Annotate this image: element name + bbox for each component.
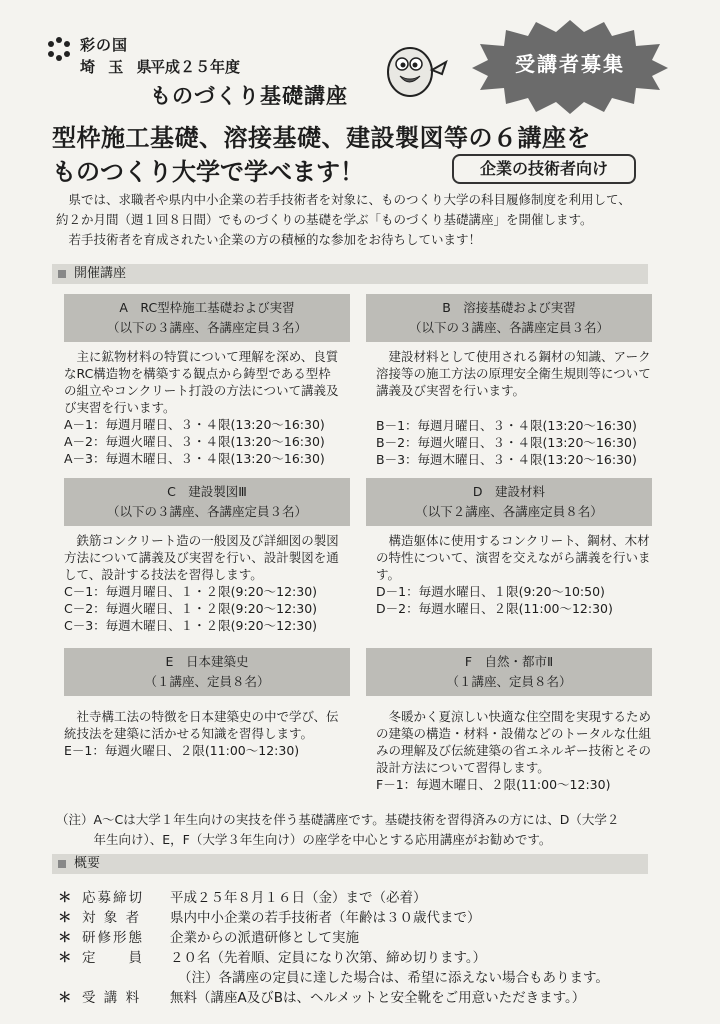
course-title: D 建設材料 xyxy=(472,484,546,499)
course-session: B－2：毎週火曜日、３・４限(13:20～16:30) xyxy=(376,435,637,450)
course-b-body xyxy=(370,344,670,468)
mascot-icon xyxy=(380,40,450,102)
course-desc: して、設計する技法を習得します。 xyxy=(64,567,263,582)
course-session: B－3：毎週木曜日、３・４限(13:20～16:30) xyxy=(376,452,637,467)
course-capacity: （以下の３講座、各講座定員３名） xyxy=(106,320,307,335)
course-desc: の特性について、演習を交えながら講義を行いま xyxy=(376,550,651,565)
summary-row-capacity-note xyxy=(52,968,672,988)
course-desc: び実習を行います。 xyxy=(64,400,176,415)
course-desc: 冬暖かく夏涼しい快適な住空間を実現するため xyxy=(388,709,652,724)
course-session: D－1：毎週水曜日、１限(9:20～10:50) xyxy=(376,584,605,599)
note-line: 年生向け）、E，F（大学３年生向け）の座学を中心とする応用講座がお勧めです。 xyxy=(93,832,552,847)
course-desc: 社寺構工法の特徴を日本建築史の中で学び、伝 xyxy=(76,709,339,724)
brand-name: 彩の国 xyxy=(80,36,129,54)
summary-row-capacity xyxy=(52,948,672,968)
summary-marker: ＊ xyxy=(58,950,72,966)
summary-label: 研修形態 xyxy=(82,930,144,946)
course-session: A－1：毎週月曜日、３・４限(13:20～16:30) xyxy=(64,417,325,432)
summary-value: 平成２５年８月１６日（金）まで（必着） xyxy=(170,890,427,906)
fiscal-year: 平成２５年度 xyxy=(150,58,241,76)
course-desc: なRC構造物を構築する観点から鋳型である型枠 xyxy=(64,366,331,381)
course-session: C－2：毎週火曜日、１・２限(9:20～12:30) xyxy=(64,601,318,616)
course-desc: 溶接等の施工方法の原理安全衛生規則等について xyxy=(376,366,651,381)
summary-marker: ＊ xyxy=(58,990,72,1006)
course-desc: 主に鉱物材料の特質について理解を深め、良質 xyxy=(76,349,339,364)
course-session: C－3：毎週木曜日、１・２限(9:20～12:30) xyxy=(64,618,318,633)
summary-label: 定 員 xyxy=(82,950,144,966)
course-session: A－2：毎週火曜日、３・４限(13:20～16:30) xyxy=(64,434,325,449)
course-desc: 設計方法について習得します。 xyxy=(376,760,550,775)
course-session: C－1：毎週月曜日、１・２限(9:20～12:30) xyxy=(64,584,318,599)
section-summary-title: 概要 xyxy=(74,856,101,871)
course-title: E 日本建築史 xyxy=(165,654,249,669)
course-a-header xyxy=(64,294,350,342)
summary-list xyxy=(52,888,672,1008)
section-summary-bar xyxy=(52,854,648,874)
course-desc: 構造躯体に使用するコンクリート、鋼材、木材 xyxy=(388,533,650,548)
course-desc: 鉄筋コンクリート造の一般図及び詳細図の製図 xyxy=(76,533,339,548)
course-desc: の建築の構造・材料・設備などのトータルな仕組 xyxy=(376,726,652,741)
summary-value: ２０名（先着順、定員になり次第、締め切ります。） xyxy=(170,950,487,966)
course-note xyxy=(56,810,666,850)
series-title: ものづくり基礎講座 xyxy=(150,84,348,108)
course-desc: の組立やコンクリート打設の方法について講義及 xyxy=(64,383,339,398)
course-capacity: （１講座、定員８名） xyxy=(144,674,270,689)
course-capacity: （１講座、定員８名） xyxy=(446,674,572,689)
headline-line-2: ものつくり大学で学べます！ xyxy=(52,158,364,186)
course-session: D－2：毎週水曜日、２限(11:00～12:30) xyxy=(376,601,613,616)
course-c-header xyxy=(64,478,350,526)
course-desc: みの理解及び伝統建築の省エネルギー技術とその xyxy=(376,743,652,758)
course-f-body xyxy=(370,704,670,793)
summary-marker: ＊ xyxy=(58,930,72,946)
course-c-body xyxy=(58,528,358,634)
course-d-body xyxy=(370,528,670,617)
course-desc: 方法について講義及び実習を行い、設計製図を通 xyxy=(64,550,339,565)
saitama-flower-logo-icon xyxy=(46,36,72,62)
course-b-header xyxy=(366,294,652,342)
summary-marker: ＊ xyxy=(58,890,72,906)
summary-row-fee xyxy=(52,988,672,1008)
course-capacity: （以下の３講座、各講座定員３名） xyxy=(408,320,609,335)
summary-label: 応募締切 xyxy=(82,890,144,906)
course-desc: 建設材料として使用される鋼材の知識、アーク xyxy=(388,349,651,364)
course-desc: 講義及び実習を行います。 xyxy=(376,383,526,398)
course-capacity: （以下２講座、各講座定員８名） xyxy=(415,504,603,519)
course-title: A RC型枠施工基礎および実習 xyxy=(119,300,295,315)
course-e-body xyxy=(58,704,358,759)
summary-value: 県内中小企業の若手技術者（年齢は３０歳代まで） xyxy=(170,910,481,926)
course-d-header xyxy=(366,478,652,526)
course-title: F 自然・都市Ⅱ xyxy=(464,654,554,669)
course-session: F－1：毎週木曜日、２限(11:00～12:30) xyxy=(376,777,611,792)
summary-row-target xyxy=(52,908,672,928)
prefecture-name: 埼 玉 県 xyxy=(80,58,156,76)
section-marker-icon xyxy=(58,270,66,278)
section-courses-bar xyxy=(52,264,648,284)
intro-line: 県では、求職者や県内中小企業の若手技術者を対象に、ものつくり大学の科目履修制度を利用して、 xyxy=(68,192,631,207)
recruitment-badge-label: 受講者募集 xyxy=(515,52,625,76)
course-capacity: （以下の３講座、各講座定員３名） xyxy=(106,504,307,519)
course-session: A－3：毎週木曜日、３・４限(13:20～16:30) xyxy=(64,451,325,466)
course-session: B－1：毎週月曜日、３・４限(13:20～16:30) xyxy=(376,418,637,433)
course-desc: す。 xyxy=(376,567,401,582)
course-e-header xyxy=(64,648,350,696)
summary-value: （注）各講座の定員に達した場合は、希望に添えない場合もあります。 xyxy=(178,970,609,986)
target-audience-tag: 企業の技術者向け xyxy=(452,154,636,184)
note-line: （注）A～Cは大学１年生向けの実技を伴う基礎講座です。基礎技術を習得済みの方には、D（大学２ xyxy=(56,812,620,827)
summary-value: 企業からの派遣研修として実施 xyxy=(170,930,359,946)
summary-row-deadline xyxy=(52,888,672,908)
summary-marker: ＊ xyxy=(58,910,72,926)
intro-line: 若手技術者を育成されたい企業の方の積極的な参加をお待ちしています！ xyxy=(68,232,482,247)
course-a-body xyxy=(58,344,358,467)
summary-value: 無料（講座A及びBは、ヘルメットと安全靴をご用意いただきます。） xyxy=(170,990,586,1006)
summary-row-format xyxy=(52,928,672,948)
course-session: E－1：毎週火曜日、２限(11:00～12:30) xyxy=(64,743,300,758)
intro-line: 約２か月間（週１回８日間）でものづくりの基礎を学ぶ「ものづくり基礎講座」を開催します。 xyxy=(56,212,593,227)
summary-label: 受 講 料 xyxy=(82,990,142,1006)
headline-line-1: 型枠施工基礎、溶接基礎、建設製図等の６講座を xyxy=(52,124,591,152)
course-title: C 建設製図Ⅲ xyxy=(167,484,247,499)
section-marker-icon xyxy=(58,860,66,868)
intro-text xyxy=(56,190,656,250)
course-title: B 溶接基礎および実習 xyxy=(442,300,576,315)
section-courses-title: 開催講座 xyxy=(74,266,127,281)
summary-label: 対 象 者 xyxy=(82,910,142,926)
course-f-header xyxy=(366,648,652,696)
course-desc: 統技法を建築に活かせる知識を習得します。 xyxy=(64,726,314,741)
